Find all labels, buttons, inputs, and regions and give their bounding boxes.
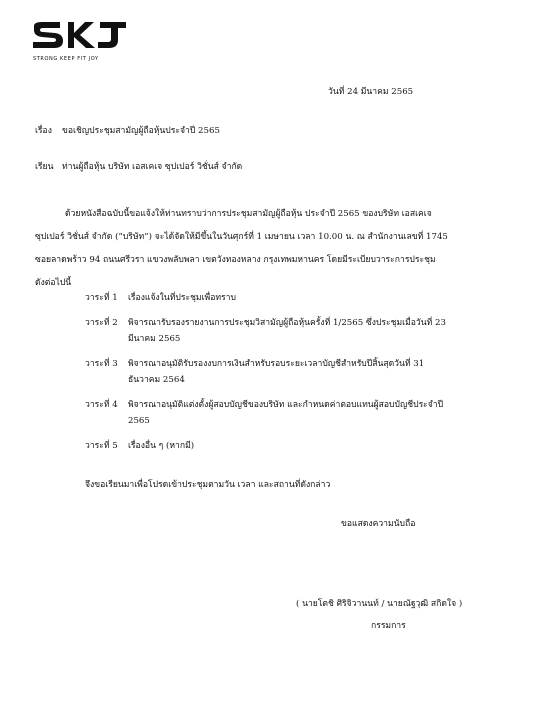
logo-tagline: STRONG KEEP FIT JOY bbox=[33, 56, 99, 62]
agenda-text bbox=[128, 356, 505, 388]
body-paragraph bbox=[35, 203, 480, 295]
signatory-names: ( นายโตชิ ศิริจิวานนท์ / นายณัฐวุฒิ สกิดใจ ) bbox=[296, 599, 463, 609]
recipient-label: เรียน bbox=[35, 162, 54, 172]
agenda-line: เรื่องอื่น ๆ (หากมี) bbox=[128, 441, 195, 451]
signatory-position: กรรมการ bbox=[371, 621, 406, 631]
recipient-text: ท่านผู้ถือหุ้น บริษัท เอสเคเจ ซุปเปอร์ วิชั่นส์ จำกัด bbox=[62, 162, 243, 172]
body-line: ดังต่อไปนี้ bbox=[35, 278, 72, 288]
agenda-number: วาระที่ 5 bbox=[85, 441, 118, 451]
agenda-text bbox=[128, 397, 505, 429]
agenda-item-2 bbox=[85, 315, 505, 347]
agenda-item-4 bbox=[85, 397, 505, 429]
subject-label: เรื่อง bbox=[35, 126, 52, 136]
agenda-text bbox=[128, 290, 505, 306]
agenda-line: พิจารณาอนุมัติแต่งตั้งผู้สอบบัญชีของบริษัท และกำหนดค่าตอบแทนผู้สอบบัญชีประจำปี bbox=[128, 400, 444, 410]
letter-date: วันที่ 24 มีนาคม 2565 bbox=[328, 87, 414, 97]
agenda-item-1 bbox=[85, 290, 505, 306]
complimentary-close: ขอแสดงความนับถือ bbox=[341, 519, 416, 529]
agenda-number: วาระที่ 1 bbox=[85, 293, 118, 303]
agenda-line: 2565 bbox=[128, 416, 150, 426]
body-line: ซุปเปอร์ วิชั่นส์ จำกัด (“บริษัท”) จะได้จัดให้มีขึ้นในวันศุกร์ที่ 1 เมษายน เวลา 10.00 น. ณ สำนักงานเลขที่ 1745 bbox=[35, 232, 448, 242]
agenda-list bbox=[85, 290, 505, 463]
agenda-line: พิจารณารับรองรายงานการประชุมวิสามัญผู้ถือหุ้นครั้งที่ 1/2565 ซึ่งประชุมเมื่อวันที่ 23 bbox=[128, 318, 446, 328]
agenda-text bbox=[128, 315, 505, 347]
agenda-line: มีนาคม 2565 bbox=[128, 334, 181, 344]
agenda-line: พิจารณาอนุมัติรับรองงบการเงินสำหรับรอบระยะเวลาบัญชีสำหรับปีสิ้นสุดวันที่ 31 bbox=[128, 359, 425, 369]
body-line: ด้วยหนังสือฉบับนี้ขอแจ้งให้ท่านทราบว่าการประชุมสามัญผู้ถือหุ้น ประจำปี 2565 ของบริษัท เอสเคเจ bbox=[65, 209, 432, 219]
agenda-line: เรื่องแจ้งในที่ประชุมเพื่อทราบ bbox=[128, 293, 236, 303]
company-logo bbox=[30, 20, 130, 68]
subject-text: ขอเชิญประชุมสามัญผู้ถือหุ้นประจำปี 2565 bbox=[62, 126, 220, 136]
agenda-number: วาระที่ 4 bbox=[85, 400, 118, 410]
agenda-line: ธันวาคม 2564 bbox=[128, 375, 185, 385]
agenda-text bbox=[128, 438, 505, 454]
agenda-item-5 bbox=[85, 438, 505, 454]
agenda-number: วาระที่ 3 bbox=[85, 359, 118, 369]
body-line: ซอยลาดพร้าว 94 ถนนศรีวรา แขวงพลับพลา เขตวังทองหลาง กรุงเทพมหานคร โดยมีระเบียบวาระการประชุม bbox=[35, 255, 436, 265]
skj-logo-mark bbox=[30, 20, 130, 54]
closing-sentence: จึงขอเรียนมาเพื่อโปรดเข้าประชุมตามวัน เวลา และสถานที่ดังกล่าว bbox=[85, 480, 331, 490]
agenda-number: วาระที่ 2 bbox=[85, 318, 118, 328]
agenda-item-3 bbox=[85, 356, 505, 388]
